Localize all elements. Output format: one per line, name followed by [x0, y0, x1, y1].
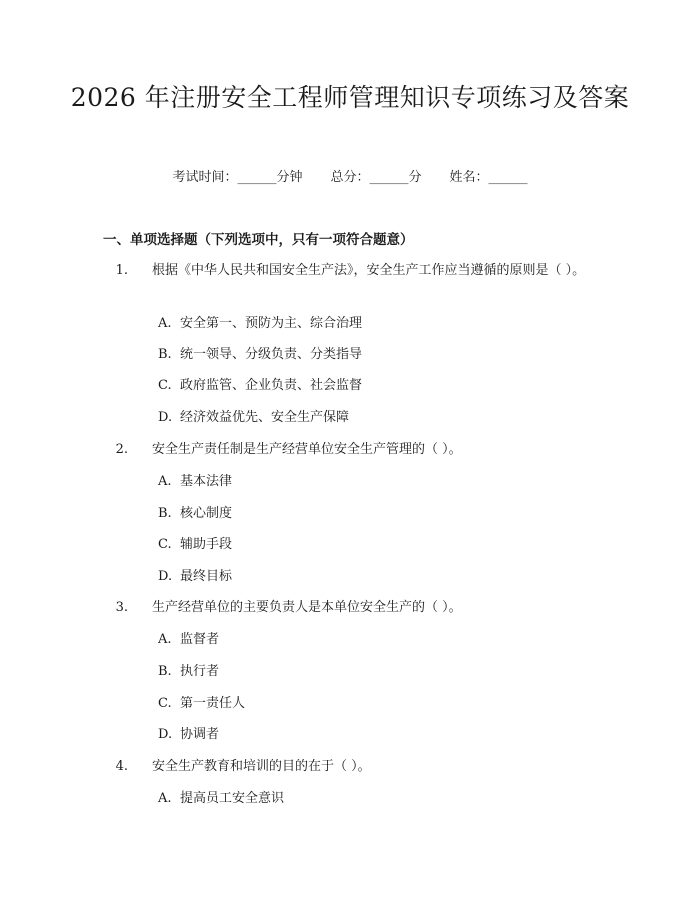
option-text: 核心制度 — [180, 506, 233, 521]
document-title: 2026 年注册安全工程师管理知识专项练习及答案 — [70, 83, 630, 112]
option-text: 提高员工安全意识 — [180, 791, 285, 806]
option-text: 辅助手段 — [180, 537, 233, 552]
option-2c — [158, 535, 232, 555]
option-text: 执行者 — [180, 664, 220, 679]
option-text: 经济效益优先、安全生产保障 — [180, 410, 350, 425]
option-text: 安全第一、预防为主、综合治理 — [180, 316, 363, 331]
question-text: 根据《中华人民共和国安全生产法》，安全生产工作应当遵循的原则是（ ）。 — [152, 263, 586, 278]
question-number: 3. — [115, 600, 128, 615]
option-letter: A. — [158, 791, 172, 806]
option-1c — [158, 376, 362, 396]
option-text: 基本法律 — [180, 474, 233, 489]
question-number: 2. — [115, 442, 128, 457]
question-text: 安全生产教育和培训的目的在于（ ）。 — [152, 759, 371, 774]
option-1b — [158, 345, 362, 365]
option-text: 监督者 — [180, 632, 220, 647]
option-text: 协调者 — [180, 727, 220, 742]
question-3 — [103, 597, 603, 619]
option-letter: D. — [158, 569, 173, 584]
option-letter: B. — [158, 347, 172, 362]
total-score-label: 总分：______分 — [330, 170, 422, 185]
section-title: 一、单项选择题（下列选项中，只有一项符合题意） — [103, 232, 414, 248]
exam-time-label: 考试时间：______分钟 — [172, 170, 303, 185]
option-letter: A. — [158, 632, 172, 647]
exam-meta — [0, 168, 700, 188]
option-letter: D. — [158, 727, 173, 742]
option-1d — [158, 408, 349, 428]
question-number: 4. — [115, 759, 128, 774]
option-1a — [158, 314, 362, 334]
option-3c — [158, 694, 245, 714]
question-4 — [103, 756, 603, 778]
option-letter: B. — [158, 664, 172, 679]
option-text: 统一领导、分级负责、分类指导 — [180, 347, 363, 362]
question-text: 安全生产责任制是生产经营单位安全生产管理的（ ）。 — [152, 442, 462, 457]
option-2b — [158, 504, 232, 524]
option-4a — [158, 789, 284, 809]
option-letter: C. — [158, 696, 172, 711]
option-3a — [158, 630, 219, 650]
option-letter: B. — [158, 506, 172, 521]
option-text: 第一责任人 — [180, 696, 246, 711]
option-letter: A. — [158, 316, 172, 331]
name-label: 姓名：______ — [449, 170, 528, 185]
option-text: 政府监管、企业负责、社会监督 — [180, 378, 363, 393]
option-3d — [158, 725, 219, 745]
question-number: 1. — [115, 263, 128, 278]
option-2a — [158, 472, 232, 492]
option-letter: C. — [158, 378, 172, 393]
option-letter: C. — [158, 537, 172, 552]
option-3b — [158, 662, 219, 682]
option-text: 最终目标 — [180, 569, 233, 584]
question-2 — [103, 439, 603, 461]
option-letter: A. — [158, 474, 172, 489]
option-letter: D. — [158, 410, 173, 425]
question-text: 生产经营单位的主要负责人是本单位安全生产的（ ）。 — [152, 600, 462, 615]
option-2d — [158, 567, 232, 587]
question-1 — [103, 260, 603, 282]
